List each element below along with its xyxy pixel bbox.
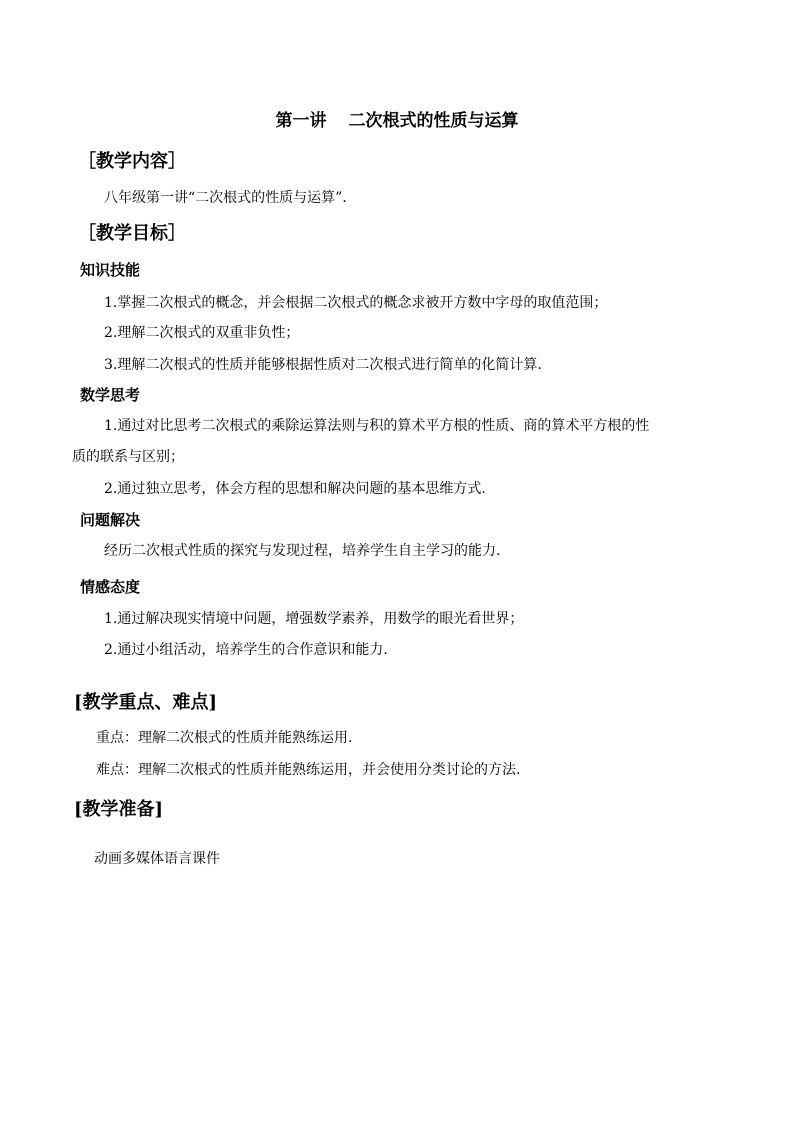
section-heading-content: ［教学内容］ bbox=[78, 151, 186, 172]
keypoint-difficulty: 难点：理解二次根式的性质并能熟练运用，并会使用分类讨论的方法. bbox=[96, 762, 521, 778]
thinking-item-2: 2.通过独立思考，体会方程的思想和解决问题的基本思维方式. bbox=[104, 481, 486, 497]
subheading-thinking: 数学思考 bbox=[80, 386, 141, 404]
preparation-text: 动画多媒体语言课件 bbox=[94, 851, 220, 867]
section-heading-preparation: [教学准备] bbox=[74, 799, 164, 820]
thinking-item-1-line-1: 1.通过对比思考二次根式的乘除运算法则与积的算术平方根的性质、商的算术平方根的性 bbox=[104, 418, 650, 434]
problem-text: 经历二次根式性质的探究与发现过程，培养学生自主学习的能力. bbox=[104, 543, 501, 559]
thinking-item-1-line-2: 质的联系与区别； bbox=[72, 449, 184, 465]
lecture-number: 第一讲 bbox=[275, 111, 327, 131]
knowledge-item-1: 1.掌握二次根式的概念，并会根据二次根式的概念求被开方数中字母的取值范围； bbox=[104, 295, 608, 311]
page-title bbox=[0, 106, 794, 131]
content-text: 八年级第一讲“二次根式的性质与运算”． bbox=[104, 190, 357, 206]
section-heading-goals: ［教学目标］ bbox=[78, 223, 186, 244]
subheading-knowledge: 知识技能 bbox=[80, 261, 141, 279]
section-heading-keypoints: [教学重点、难点] bbox=[74, 692, 218, 713]
attitude-item-1: 1.通过解决现实情境中问题，增强数学素养，用数学的眼光看世界； bbox=[104, 611, 524, 627]
lecture-topic: 二次根式的性质与运算 bbox=[348, 111, 519, 131]
subheading-attitude: 情感态度 bbox=[80, 578, 141, 596]
keypoint-focus: 重点：理解二次根式的性质并能熟练运用. bbox=[96, 730, 353, 746]
knowledge-item-3: 3.理解二次根式的性质并能够根据性质对二次根式进行简单的化简计算. bbox=[104, 357, 542, 373]
knowledge-item-2: 2.理解二次根式的双重非负性； bbox=[104, 325, 300, 341]
attitude-item-2: 2.通过小组活动，培养学生的合作意识和能力. bbox=[104, 642, 388, 658]
subheading-problem: 问题解决 bbox=[80, 511, 141, 529]
